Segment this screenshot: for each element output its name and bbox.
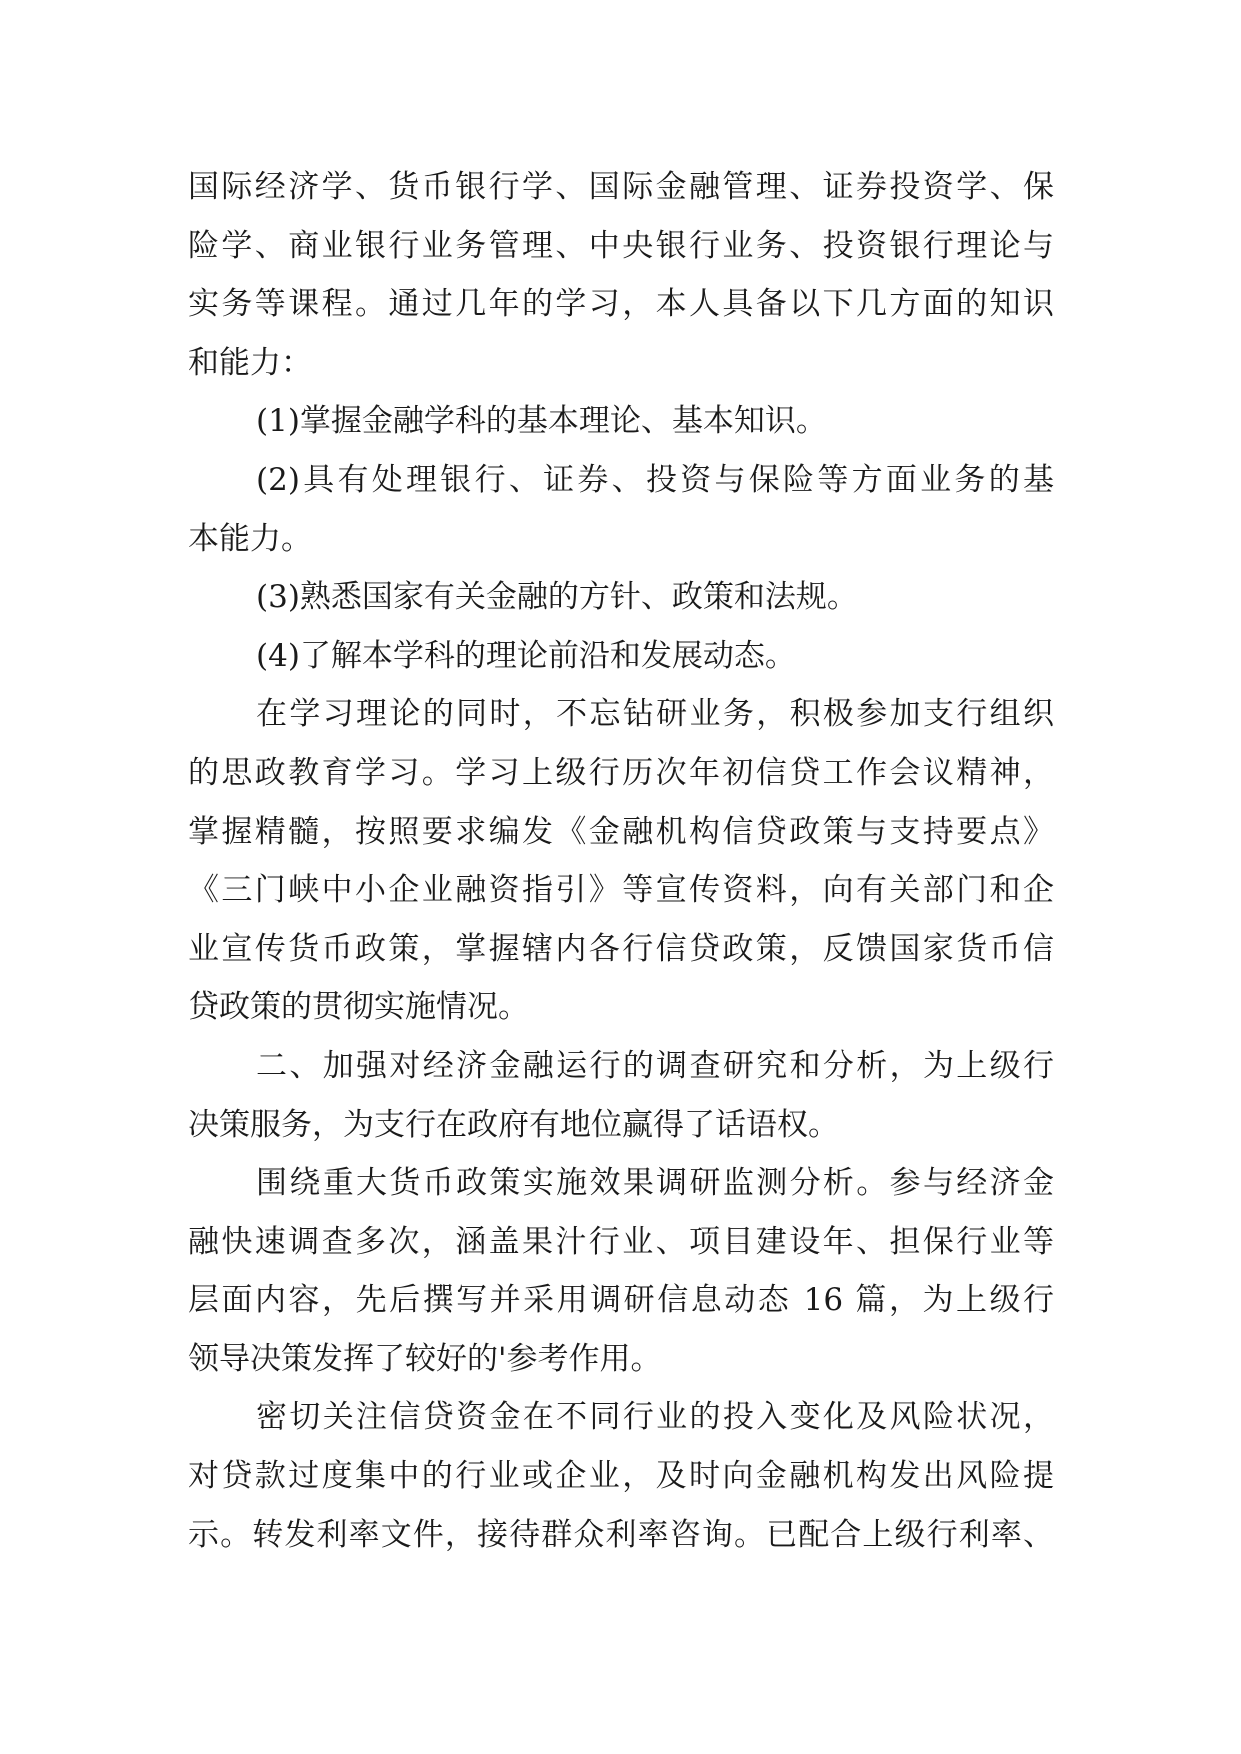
text-line: 国际经济学、货币银行学、国际金融管理、证券投资学、保 (188, 169, 1054, 205)
text-line: 业宣传货币政策，掌握辖内各行信贷政策，反馈国家货币信 (188, 930, 1054, 967)
list-item-1: (1)掌握金融学科的基本理论、基本知识。 (256, 403, 827, 440)
paragraph-start: 在学习理论的同时，不忘钻研业务，积极参加支行组织 (256, 696, 1054, 733)
text-line: 层面内容，先后撰写并采用调研信息动态 16 篇，为上级行 (188, 1282, 1054, 1319)
list-item-3: (3)熟悉国家有关金融的方针、政策和法规。 (256, 579, 858, 616)
paragraph-start: 密切关注信贷资金在不同行业的投入变化及风险状况， (256, 1399, 1054, 1436)
list-item-2: (2)具有处理银行、证券、投资与保险等方面业务的基 (256, 461, 1054, 498)
paragraph-start: 围绕重大货币政策实施效果调研监测分析。参与经济金 (256, 1165, 1054, 1202)
text-line: 掌握精髓，按照要求编发《金融机构信贷政策与支持要点》 (188, 813, 1054, 850)
text-line: 对贷款过度集中的行业或企业，及时向金融机构发出风险提 (188, 1458, 1054, 1495)
text-line: 《三门峡中小企业融资指引》等宣传资料，向有关部门和企 (188, 872, 1054, 909)
text-line: 实务等课程。通过几年的学习，本人具备以下几方面的知识 (188, 286, 1054, 323)
text-line: 融快速调查多次，涵盖果汁行业、项目建设年、担保行业等 (188, 1223, 1054, 1260)
text-line: 决策服务，为支行在政府有地位赢得了话语权。 (188, 1106, 839, 1143)
section-heading: 二、加强对经济金融运行的调查研究和分析，为上级行 (256, 1047, 1054, 1084)
text-line: 领导决策发挥了较好的'参考作用。 (188, 1340, 662, 1377)
text-line: 贷政策的贯彻实施情况。 (188, 989, 529, 1026)
text-line: 本能力。 (188, 520, 312, 557)
text-line: 和能力： (188, 344, 312, 381)
text-line: 的思政教育学习。学习上级行历次年初信贷工作会议精神， (188, 754, 1054, 791)
list-item-4: (4)了解本学科的理论前沿和发展动态。 (256, 637, 796, 674)
text-line: 险学、商业银行业务管理、中央银行业务、投资银行理论与 (188, 227, 1054, 264)
text-line: 示。转发利率文件，接待群众利率咨询。已配合上级行利率、 (188, 1516, 1054, 1553)
document-body (188, 158, 1054, 1564)
